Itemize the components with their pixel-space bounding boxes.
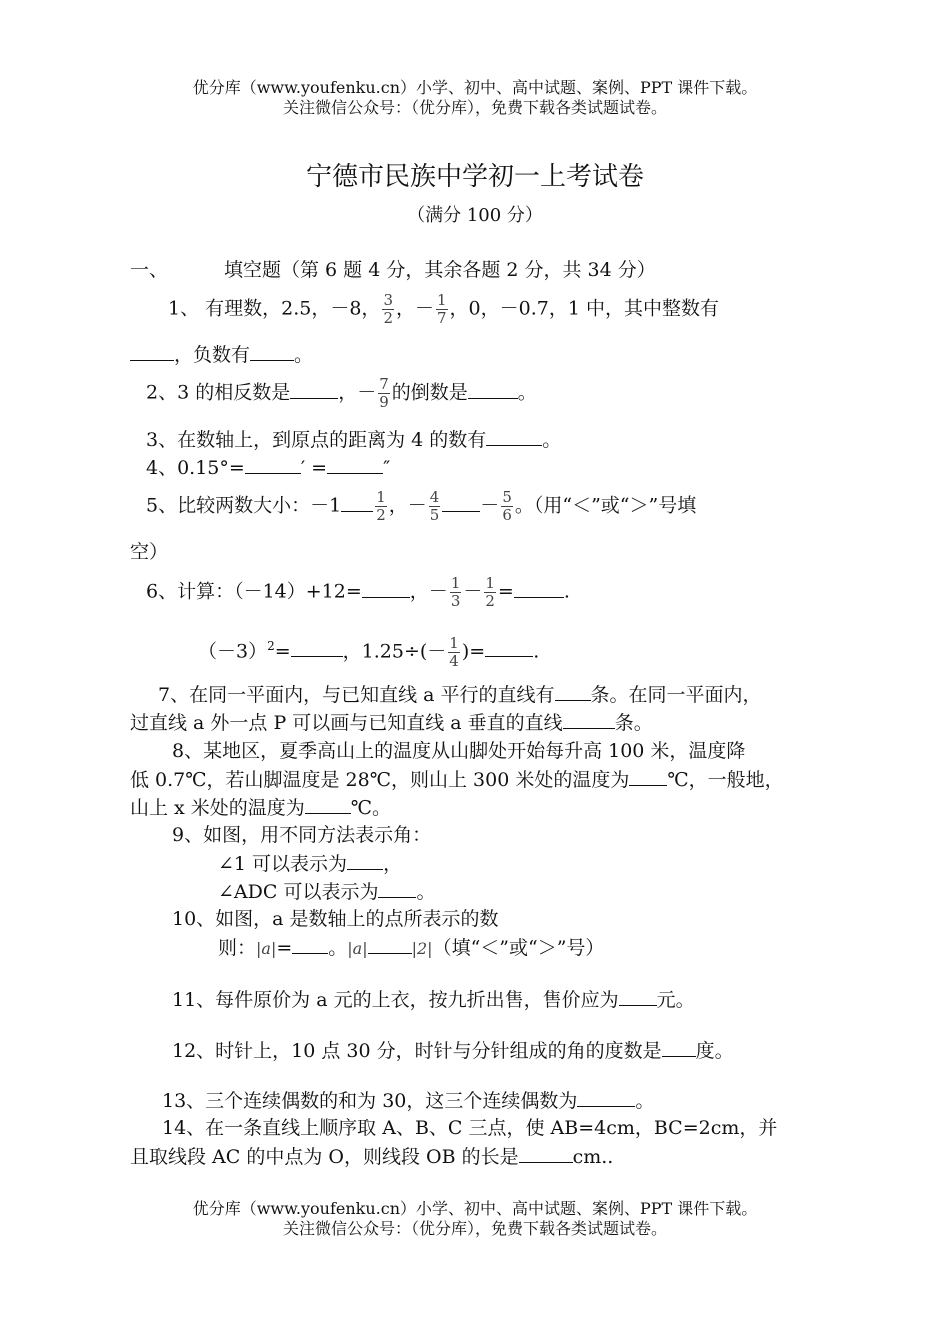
answer-blank[interactable] [629, 765, 667, 786]
answer-blank[interactable] [442, 491, 480, 512]
fraction: $\frac{5}{6}$ [502, 488, 512, 524]
header-line-2: 关注微信公众号：（优分库），免费下载各类试题试卷。 [282, 98, 667, 117]
fraction: $\frac{3}{2}$ [383, 291, 393, 327]
answer-blank[interactable] [292, 933, 328, 954]
footer-line-1: 优分库（www.youfenku.cn）小学、初中、高中试题、案例、PPT 课件下载。 [192, 1199, 758, 1218]
question-8: 8、某地区，夏季高山上的温度从山脚处开始每升高 100 米，温度降 [172, 740, 746, 762]
answer-blank[interactable] [130, 340, 174, 361]
section-title: 填空题（第 6 题 4 分，其余各题 2 分，共 34 分） [224, 259, 656, 281]
question-12: 12、时针上，10 点 30 分，时针与分针组成的角的度数是 度。 [172, 1036, 734, 1065]
answer-blank[interactable] [619, 985, 657, 1006]
fraction: $\frac{1}{4}$ [449, 633, 459, 670]
fraction: $\frac{1}{2}$ [376, 488, 386, 524]
fraction: $\frac{7}{9}$ [379, 375, 389, 411]
answer-blank[interactable] [245, 453, 301, 474]
header-line-1: 优分库（www.youfenku.cn）小学、初中、高中试题、案例、PPT 课件下载。 [192, 78, 758, 97]
question-6: 6、计算：（－14）+12= ，－ $\frac{1}{3}$ － $\frac{1}{2}$ = . [146, 574, 570, 610]
question-10: 10、如图，a 是数轴上的点所表示的数 [172, 908, 499, 930]
answer-blank[interactable] [563, 708, 615, 729]
answer-blank[interactable] [577, 1086, 635, 1107]
answer-blank[interactable] [519, 1142, 573, 1163]
answer-blank[interactable] [514, 577, 564, 598]
page-title: 宁德市民族中学初一上考试卷 [305, 162, 644, 192]
answer-blank[interactable] [362, 577, 410, 598]
answer-blank[interactable] [347, 849, 383, 870]
question-11: 11、每件原价为 a 元的上衣，按九折出售，售价应为 元。 [172, 985, 695, 1014]
answer-blank[interactable] [368, 933, 412, 954]
answer-blank[interactable] [305, 793, 351, 814]
answer-blank[interactable] [250, 340, 294, 361]
question-9-part-2: ∠ADC 可以表示为 。 [218, 877, 435, 906]
footer-line-2: 关注微信公众号：（优分库），免费下载各类试题试卷。 [282, 1219, 667, 1238]
question-8-cont: 低 0.7℃，若山脚温度是 28℃，则山上 300 米处的温度为 ℃，一般地， [130, 765, 784, 794]
section-heading [130, 256, 656, 284]
question-3: 3、在数轴上，到原点的距离为 4 的数有 。 [146, 425, 561, 454]
answer-blank[interactable] [468, 378, 518, 399]
question-8-cont-2: 山上 x 米处的温度为 ℃。 [130, 793, 391, 822]
question-13: 13、三个连续偶数的和为 30，这三个连续偶数为 。 [162, 1086, 654, 1115]
question-6-line-2: $(-3)^2=$ ，1.25÷(－ $\frac{1}{4}$ )= . [198, 633, 540, 670]
fraction: $\frac{1}{7}$ [437, 291, 447, 327]
answer-blank[interactable] [485, 636, 533, 657]
question-9: 9、如图，用不同方法表示角： [172, 824, 432, 846]
fraction: $\frac{1}{3}$ [450, 574, 461, 610]
question-10-cont: 则：|a|= 。|a| |2|（填“＜”或“＞”号） [218, 933, 604, 963]
question-9-part-1: ∠1 可以表示为 ， [218, 849, 402, 878]
question-4: 4、0.15°= ′ = ″ [146, 453, 390, 482]
question-1: 1、 有理数，2.5，－8， $\frac{3}{2}$ ，－ $\frac{1}{7}$ ，0，－0.7，1 中，其中整数有 [168, 291, 719, 327]
answer-blank[interactable] [555, 680, 591, 701]
answer-blank[interactable] [290, 378, 338, 399]
question-5-cont: 空） [130, 541, 169, 563]
question-7-cont: 过直线 a 外一点 P 可以画与已知直线 a 垂直的直线 条。 [130, 708, 653, 737]
answer-blank[interactable] [291, 636, 343, 657]
question-2: 2、3 的相反数是 ，－ $\frac{7}{9}$ 的倒数是 。 [146, 375, 537, 411]
question-7: 7、在同一平面内，与已知直线 a 平行的直线有 条。在同一平面内， [158, 680, 762, 709]
answer-blank[interactable] [378, 877, 416, 898]
answer-blank[interactable] [486, 425, 542, 446]
section-number: 一、 [130, 259, 169, 281]
answer-blank[interactable] [327, 453, 383, 474]
question-1-cont: ，负数有 。 [130, 340, 313, 369]
question-5: 5、比较两数大小：－1 $\frac{1}{2}$ ，－ $\frac{4}{5}$ － $\frac{5}{6}$ 。（用“＜”或“＞”号填 [146, 488, 697, 524]
fraction: $\frac{4}{5}$ [429, 488, 440, 524]
question-14-cont: 且取线段 AC 的中点为 O，则线段 OB 的长是 cm.. [130, 1142, 613, 1171]
answer-blank[interactable] [662, 1036, 696, 1057]
question-14: 14、在一条直线上顺序取 A、B、C 三点，使 AB=4cm，BC=2cm，并 [162, 1117, 778, 1139]
page-subtitle: （满分 100 分） [407, 205, 543, 226]
fraction: $\frac{1}{2}$ [485, 574, 495, 610]
answer-blank[interactable] [341, 491, 373, 512]
